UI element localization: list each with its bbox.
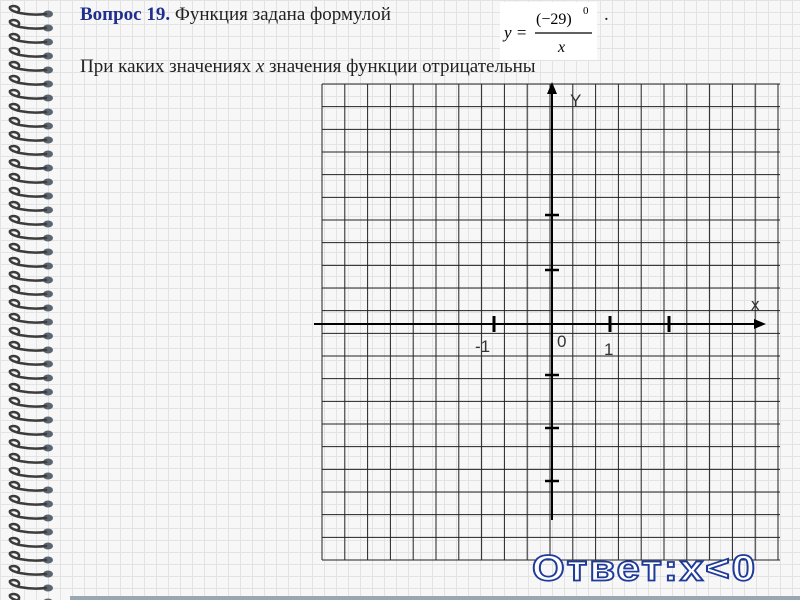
formula-lhs: y = bbox=[504, 23, 528, 42]
question-text: Функция задана формулой bbox=[170, 4, 391, 25]
question-period: . bbox=[604, 4, 609, 25]
formula-exponent: 0 bbox=[583, 5, 589, 17]
y-axis-label: Y bbox=[570, 91, 582, 110]
question-number: Вопрос 19. bbox=[80, 4, 171, 25]
sub-question-end: значения функции отрицательны bbox=[264, 56, 536, 77]
x-axis-label: x bbox=[751, 295, 760, 314]
x-axis-arrow bbox=[754, 319, 766, 329]
origin-label: 0 bbox=[557, 332, 567, 351]
axis-ticks bbox=[494, 215, 669, 481]
sub-question-variable: x bbox=[255, 56, 265, 77]
formula-denominator: x bbox=[558, 39, 566, 56]
tick-label-minus-one: -1 bbox=[475, 337, 491, 356]
formula-numerator: (−29) bbox=[536, 11, 572, 28]
tick-label-one: 1 bbox=[604, 340, 614, 359]
sub-question-start: При каких значениях bbox=[80, 56, 256, 77]
answer-text: Ответ:х<0 bbox=[532, 548, 758, 588]
